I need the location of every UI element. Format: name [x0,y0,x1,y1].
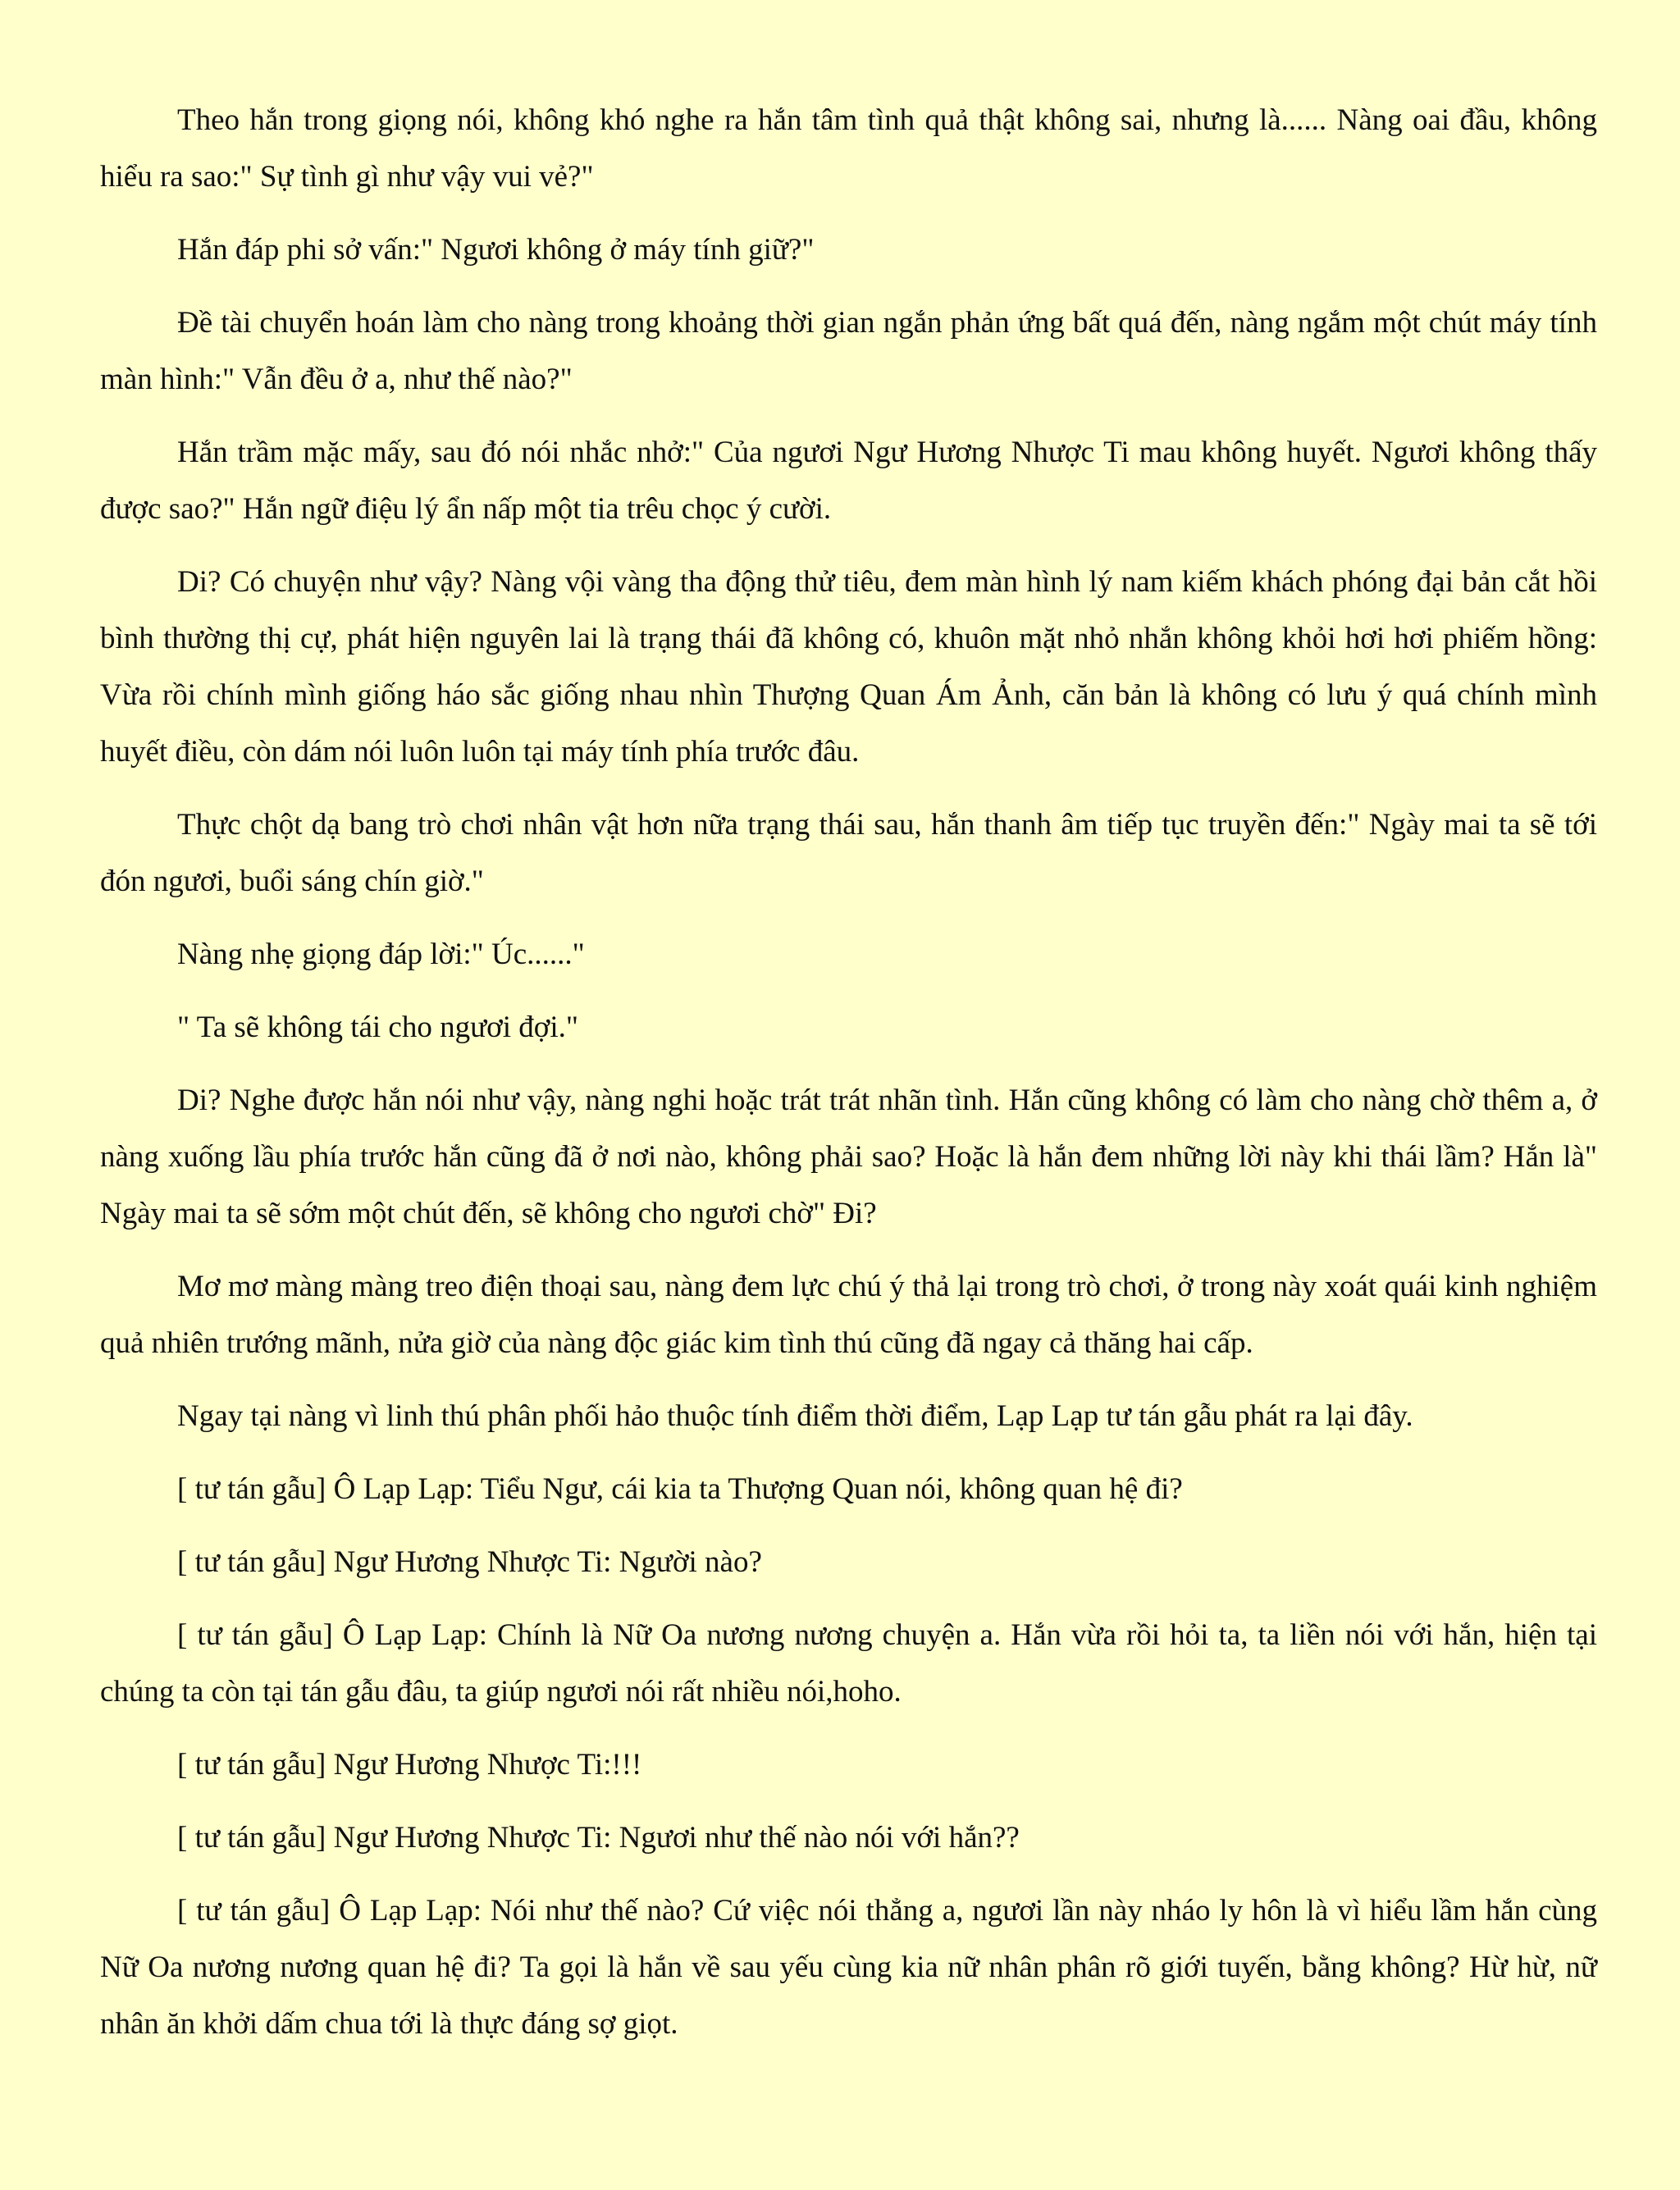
paragraph: Đề tài chuyển hoán làm cho nàng trong khoảng thời gian ngắn phản ứng bất quá đến, nàng ngắm một chút máy tính màn hình:" Vẫn đều ở a, như thế nào?" [100,306,1597,396]
paragraph: Di? Nghe được hắn nói như vậy, nàng nghi hoặc trát trát nhãn tình. Hắn cũng không có làm cho nàng chờ thêm a, ở nàng xuống lầu phía trước hắn cũng đã ở nơi nào, không phải sao? Hoặc là hắn đem những lời này khi thái lầm? Hắn là" Ngày mai ta sẽ sớm một chút đến, sẽ không cho ngươi chờ" Đi? [100,1084,1597,1230]
chat-line: [ tư tán gẫu] Ngư Hương Nhược Ti: Người nào? [177,1545,762,1579]
paragraph: Nàng nhẹ giọng đáp lời:" Úc......" [177,938,585,971]
chat-line: [ tư tán gẫu] Ngư Hương Nhược Ti:!!! [177,1748,642,1782]
paragraph: Hắn đáp phi sở vấn:" Ngươi không ở máy tính giữ?" [177,233,815,267]
paragraph: " Ta sẽ không tái cho ngươi đợi." [177,1011,578,1044]
paragraph: Mơ mơ màng màng treo điện thoại sau, nàng đem lực chú ý thả lại trong trò chơi, ở trong này xoát quái kinh nghiệm quả nhiên trướng mãnh, nửa giờ của nàng độc giác kim tình thú cũng đã ngay cả thăng hai cấp. [100,1270,1597,1360]
chat-line: [ tư tán gẫu] Ngư Hương Nhược Ti: Ngươi như thế nào nói với hắn?? [177,1821,1020,1855]
paragraph: Hắn trầm mặc mấy, sau đó nói nhắc nhở:" Của ngươi Ngư Hương Nhược Ti mau không huyết. Ngươi không thấy được sao?" Hắn ngữ điệu lý ẩn nấp một tia trêu chọc ý cười. [100,436,1597,526]
document-page [100,92,1597,2069]
paragraph: Di? Có chuyện như vậy? Nàng vội vàng tha động thử tiêu, đem màn hình lý nam kiếm khách phóng đại bản cắt hồi bình thường thị cự, phát hiện nguyên lai là trạng thái đã không có, khuôn mặt nhỏ nhắn không khỏi hơi hơi phiếm hồng: Vừa rồi chính mình giống háo sắc giống nhau nhìn Thượng Quan Ám Ảnh, căn bản là không có lưu ý quá chính mình huyết điều, còn dám nói luôn luôn tại máy tính phía trước đâu. [100,565,1597,769]
chat-line: [ tư tán gẫu] Ô Lạp Lạp: Tiểu Ngư, cái kia ta Thượng Quan nói, không quan hệ đi? [177,1472,1183,1506]
chat-line: [ tư tán gẫu] Ô Lạp Lạp: Nói như thế nào? Cứ việc nói thẳng a, ngươi lần này nháo ly hôn là vì hiểu lầm hắn cùng Nữ Oa nương nương quan hệ đi? Ta gọi là hắn về sau yếu cùng kia nữ nhân phân rõ giới tuyến, bằng không? Hừ hừ, nữ nhân ăn khởi dấm chua tới là thực đáng sợ giọt. [100,1894,1597,2041]
paragraph: Theo hắn trong giọng nói, không khó nghe ra hắn tâm tình quả thật không sai, nhưng là...... Nàng oai đầu, không hiểu ra sao:" Sự tình gì như vậy vui vẻ?" [100,103,1597,194]
chat-line: [ tư tán gẫu] Ô Lạp Lạp: Chính là Nữ Oa nương nương chuyện a. Hắn vừa rồi hỏi ta, ta liền nói với hắn, hiện tại chúng ta còn tại tán gẫu đâu, ta giúp ngươi nói rất nhiều nói,hoho. [100,1618,1597,1709]
paragraph: Thực chột dạ bang trò chơi nhân vật hơn nữa trạng thái sau, hắn thanh âm tiếp tục truyền đến:" Ngày mai ta sẽ tới đón ngươi, buổi sáng chín giờ." [100,808,1597,898]
paragraph: Ngay tại nàng vì linh thú phân phối hảo thuộc tính điểm thời điểm, Lạp Lạp tư tán gẫu phát ra lại đây. [177,1399,1413,1433]
